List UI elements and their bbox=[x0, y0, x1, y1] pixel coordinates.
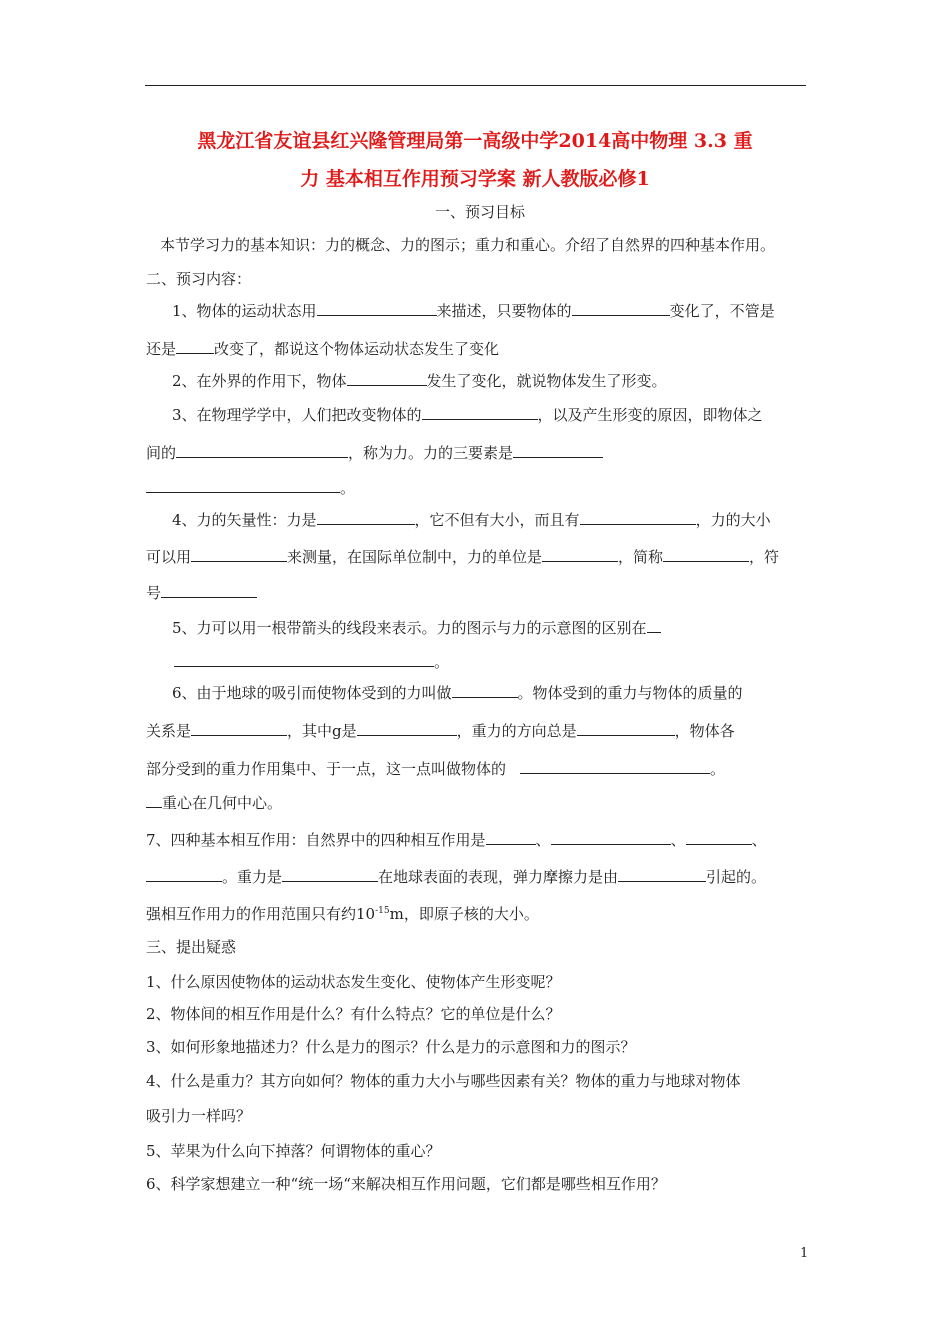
question-item: 2、物体间的相互作用是什么？有什么特点？它的单位是什么？ bbox=[146, 1005, 561, 1023]
question-item: 吸引力一样吗？ bbox=[146, 1107, 252, 1125]
answer-blank[interactable] bbox=[572, 301, 670, 316]
answer-blank[interactable] bbox=[577, 721, 675, 736]
question-7-line-2: 。重力是 在地球表面的表现，弹力摩擦力是由 引起的。 bbox=[146, 866, 814, 887]
answer-blank[interactable] bbox=[486, 830, 536, 845]
answer-blank[interactable] bbox=[146, 793, 162, 808]
answer-blank[interactable] bbox=[317, 510, 415, 525]
answer-blank[interactable] bbox=[176, 443, 348, 458]
section-1-heading: 一、预习目标 bbox=[434, 203, 525, 221]
question-3-line-2: 间的 ，称为力。力的三要素是 bbox=[146, 442, 814, 463]
answer-blank[interactable] bbox=[422, 405, 538, 420]
section-1-text: 本节学习力的基本知识：力的概念、力的图示；重力和重心。介绍了自然界的四种基本作用。 bbox=[160, 236, 776, 254]
answer-blank[interactable] bbox=[542, 547, 618, 562]
question-4-line-3: 号 bbox=[146, 582, 814, 603]
answer-blank[interactable] bbox=[663, 547, 749, 562]
answer-blank[interactable] bbox=[520, 759, 710, 774]
answer-blank[interactable] bbox=[452, 683, 518, 698]
question-7-line-3: 强相互作用力的作用范围只有约$10^{-15}m$，即原子核的大小。 bbox=[146, 905, 539, 923]
question-6-line-2: 关系是 ，其中g是 ，重力的方向总是 ，物体各 bbox=[146, 722, 735, 740]
question-item: 3、如何形象地描述力？什么是力的图示？什么是力的示意图和力的图示？ bbox=[146, 1038, 636, 1056]
section-3-heading: 三、提出疑惑 bbox=[146, 938, 237, 956]
answer-blank[interactable] bbox=[580, 510, 696, 525]
answer-blank[interactable] bbox=[146, 478, 340, 493]
answer-blank[interactable] bbox=[686, 830, 752, 845]
answer-blank[interactable] bbox=[317, 301, 437, 316]
question-5-line-1: 5、力可以用一根带箭头的线段来表示。力的图示与力的示意图的区别在 bbox=[146, 617, 840, 638]
question-5-line-2: 。 bbox=[174, 651, 842, 672]
question-item: 1、什么原因使物体的运动状态发生变化、使物体产生形变呢？ bbox=[146, 973, 561, 991]
question-item: 5、苹果为什么向下掉落？何谓物体的重心？ bbox=[146, 1142, 441, 1160]
question-item: 4、什么是重力？其方向如何？物体的重力大小与哪些因素有关？物体的重力与地球对物体 bbox=[146, 1072, 741, 1090]
question-3-line-1: 3、在物理学学中，人们把改变物体的 ，以及产生形变的原因，即物体之 bbox=[172, 406, 763, 424]
answer-blank[interactable] bbox=[146, 867, 222, 882]
question-3-line-3: 。 bbox=[146, 477, 814, 498]
question-6-line-1: 6、由于地球的吸引而使物体受到的力叫做 。物体受到的重力与物体的质量的 bbox=[172, 684, 743, 702]
title-line-2: 力 基本相互作用预习学案 新人教版必修1 bbox=[300, 168, 650, 190]
answer-blank[interactable] bbox=[551, 830, 671, 845]
question-1-line-1: 1、物体的运动状态用 来描述，只要物体的 变化了，不管是 bbox=[172, 302, 775, 320]
question-4-line-2: 可以用 来测量，在国际单位制中，力的单位是 ，简称 ，符 bbox=[146, 548, 780, 566]
question-6-line-3: 部分受到的重力作用集中、于一点，这一点叫做物体的 。 bbox=[146, 760, 726, 778]
answer-blank[interactable] bbox=[174, 652, 434, 667]
answer-blank[interactable] bbox=[347, 371, 427, 386]
header-rule bbox=[145, 85, 806, 86]
answer-blank[interactable] bbox=[647, 618, 661, 633]
answer-blank[interactable] bbox=[191, 721, 287, 736]
answer-blank[interactable] bbox=[161, 583, 257, 598]
answer-blank[interactable] bbox=[191, 547, 287, 562]
question-2: 2、在外界的作用下，物体 发生了变化，就说物体发生了形变。 bbox=[172, 372, 667, 390]
answer-blank[interactable] bbox=[357, 721, 457, 736]
section-2-heading: 二、预习内容： bbox=[146, 270, 252, 288]
answer-blank[interactable] bbox=[513, 443, 603, 458]
question-7-line-1: 7、四种基本相互作用：自然界中的四种相互作用是 、 、 、 bbox=[146, 831, 767, 849]
answer-blank[interactable] bbox=[282, 867, 378, 882]
question-6-line-4: 重心在几何中心。 bbox=[146, 792, 814, 813]
question-1-line-2: 还是 改变了，都说这个物体运动状态发生了变化 bbox=[146, 340, 500, 358]
answer-blank[interactable] bbox=[618, 867, 706, 882]
page-number: 1 bbox=[800, 1246, 809, 1261]
title-line-1: 黑龙江省友谊县红兴隆管理局第一高级中学2014高中物理 3.3 重 bbox=[197, 130, 753, 152]
question-4-line-1: 4、力的矢量性：力是 ，它不但有大小，而且有 ，力的大小 bbox=[172, 511, 771, 529]
answer-blank[interactable] bbox=[176, 339, 214, 354]
question-item: 6、科学家想建立一种“统一场“来解决相互作用问题，它们都是哪些相互作用？ bbox=[146, 1175, 666, 1193]
